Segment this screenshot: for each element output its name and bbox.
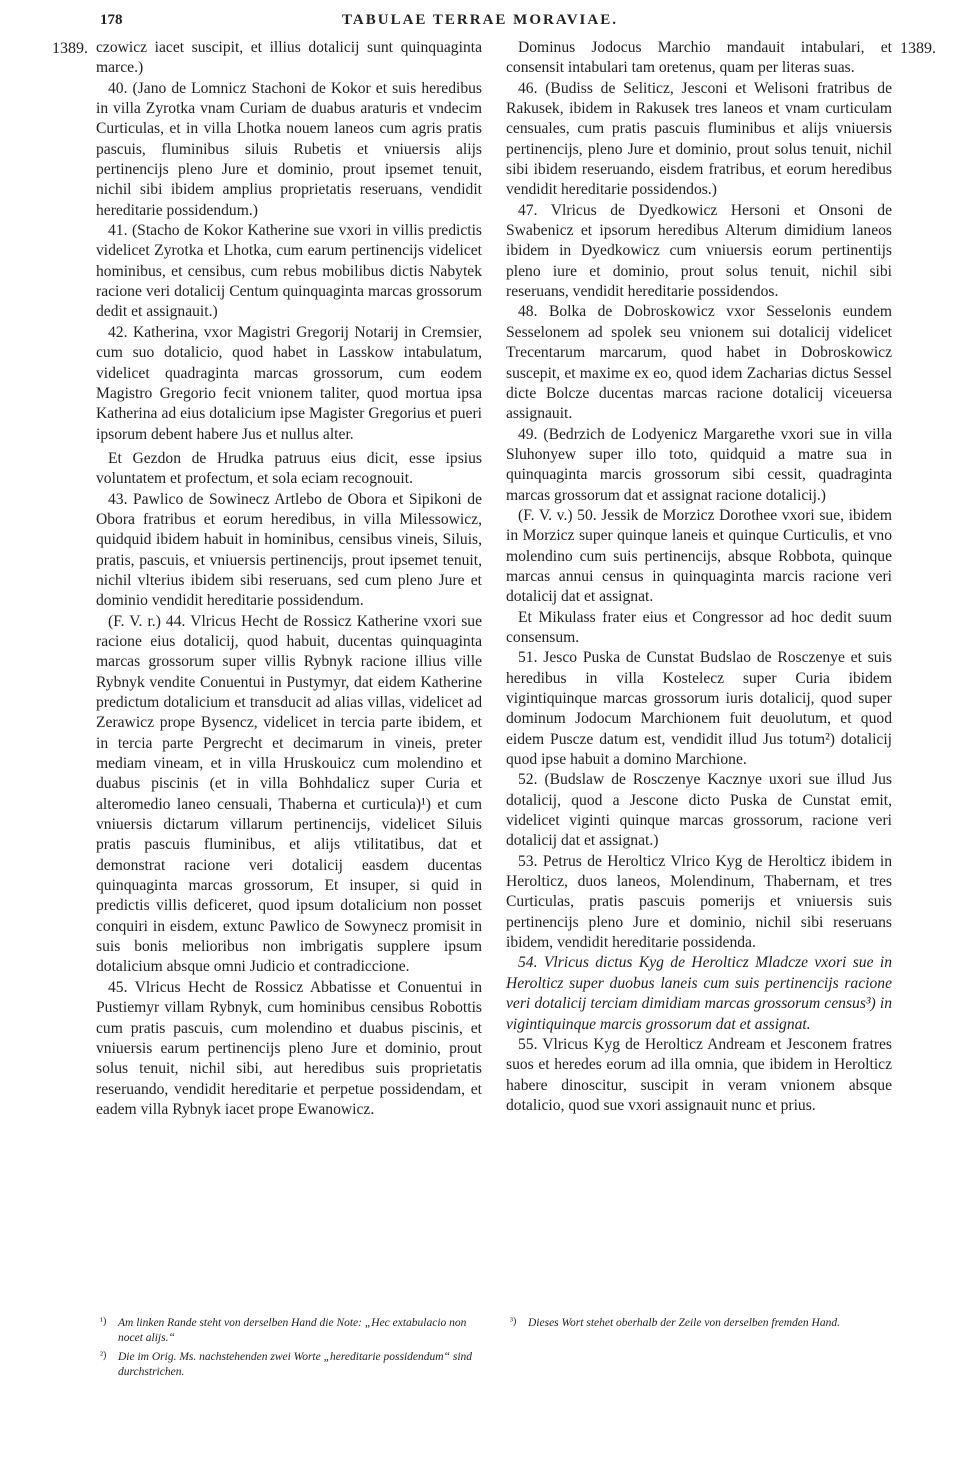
page-title: TABULAE TERRAE MORAVIAE. (342, 12, 618, 28)
margin-year-left: 1389. (52, 40, 88, 57)
footnote-mark: ¹) (100, 1316, 107, 1327)
paragraph: czowicz iacet suscipit, et illius dotalicij sunt quinquaginta marce.) (96, 39, 482, 77)
entry-43: 43. Pawlico de Sowinecz Artlebo de Obora et Sipikoni de Obora fratribus et eorum heredibus, in villa Milessowicz, quidquid ibidem habuit in hominibus, censibus vineis, Siluis, pratis, pascuis, et vniuersis pertinencijs, prout ipsemet tenuit, nichil vlterius ibidem sibi reseruans, sed cum pleno Jure et dominio vendidit hereditarie possidendum. (96, 490, 482, 610)
footnotes-right (506, 1316, 886, 1335)
paragraph: Et Gezdon de Hrudka patruus eius dicit, esse ipsius voluntatem et profectum, et sola eciam recognouit. (96, 449, 482, 488)
entry-42: 42. Katherina, vxor Magistri Gregorij Notarij in Cremsier, cum suo dotalicio, quod habet in Lasskow intabulatum, videlicet quadraginta marcas grossorum, cum eodem Magistro Gregorio fecit vnionem taliter, quod mortua ipsa Katherina ad eius dotalicium ipse Magister Gregorius et pueri ipsorum debent habere Jus et nullus alter. (96, 323, 482, 443)
entry-45: 45. Vlricus Hecht de Rossicz Abbatisse et Conuentui in Pustiemyr villam Rybnyk, cum hominibus censibus Robottis cum pratis pascuis, cum molendino et duabus piscinis, et vniuersis earum pertinencijs pleno Jure et dominio, prout solus tenuit, nichil sibi, aut heredibus suis proprietatis reseruando, vendidit hereditarie et perpetue possidendam, et eadem villa Rybnyk iacet prope Ewanowicz. (96, 978, 482, 1118)
entry-51: 51. Jesco Puska de Cunstat Budslao de Rosczenye et suis heredibus in villa Kostelecz super Curia ibidem vigintiquinque marcas grossorum iuris dotalicij, quod super dominum Jodocum Marchionem fuit deuolutum, et quod eidem Puscze datum est, vendidit illud Jus totum²) dotalicij quod ipse habuit a domino Marchione. (506, 649, 892, 769)
footnote-text: Dieses Wort stehet oberhalb der Zeile von derselben fremden Hand. (528, 1317, 840, 1329)
margin-year-right: 1389. (900, 40, 936, 57)
entry-55: 55. Vlricus Kyg de Herolticz Andream et Jesconem fratres suos et heredes eorum ad illa omnia, que ibidem in Herolticz habere dinoscitur, suscipit in veram vnionem absque dotalicio, quod sue vxori assignauit nunc et prius. (506, 1035, 892, 1114)
entry-44: (F. V. r.) 44. Vlricus Hecht de Rossicz Katherine vxori sue racione eius dotalicij, quod habuit, ducentas quinquaginta marcas grossorum super villis Rybnyk racione illius ville Rybnyk vendite Conuentui in Pustymyr, dat eidem Katherine predictum dotalicium et transducit ad alias villas, videlicet ad Zerawicz prope Bysencz, videlicet in tercia parte ibidem, et in tercia parte Pergrecht et decimarum in vineis, preter mediam vineam, et in villa Hruskouicz cum molendino et duabus piscinis (et in villa Bohhdalicz super Curia et alteromedio laneo censuali, Thaberna et curticula)¹) et cum vniuersis dictarum villarum pertinencijs, videlicet Siluis pratis pascuis fluminibus, et alijs vtilitatibus, dat et demonstrat racione veri dotalicij easdem ducentas quinquaginta marcas grossorum, Et insuper, si quid in predictis villis deficeret, quod ipsum dotalicium non posset conquiri in eisdem, extunc Pawlico de Sowynecz promisit in suis bonis melioribus non imbrigatis supplere ipsum dotalicium absque omni Judicio et contradiccione. (96, 612, 482, 976)
paragraph: Et Mikulass frater eius et Congressor ad hoc dedit suum consensum. (506, 608, 892, 646)
entry-40: 40. (Jano de Lomnicz Stachoni de Kokor et suis heredibus in villa Zyrotka vnam Curiam de duabus araturis et vndecim Curticulas, et in villa Lhotka nouem laneos cum agris pratis pascuis, fluminibus siluis Rubetis et vniuersis alijs pertinencijs pleno Jure et dominio, prout ipsemet tenuit, nichil sibi ibidem amplius proprietatis reseruans, vendidit hereditarie possidendum.) (96, 79, 482, 219)
page-number: 178 (100, 12, 123, 28)
right-text-column (506, 38, 892, 1116)
footnote (506, 1316, 886, 1331)
entry-46: 46. (Budiss de Seliticz, Jesconi et Welisoni fratribus de Rakusek, ibidem in Rakusek tres laneos et vnam curticulam censuales, cum pratis pascuis fluminibus et alijs vniuersis pertinencijs, pleno Jure et dominio, prout solus tenuit, nichil sibi ibidem reseruando, eisdem fratribus, et eorum heredibus vendidit hereditarie possidendos.) (506, 79, 892, 199)
entry-53: 53. Petrus de Herolticz Vlrico Kyg de Herolticz ibidem in Herolticz, duos laneos, Molendinum, Thabernam, et tres Curticulas, pratis pascuis pomerijs et vniuersis suis pertinencijs pleno Jure et dominio, nichil sibi reseruans ibidem, vendidit hereditarie possidenda. (506, 852, 892, 952)
footnote-mark: ³) (510, 1316, 517, 1327)
entry-41: 41. (Stacho de Kokor Katherine sue vxori in villis predictis videlicet Zyrotka et Lhotka, cum earum pertinencijs videlicet hominibus, et censibus, cum rebus mobilibus dictis Nabytek racione veri dotalicij Centum quinquaginta marcas grossorum dedit et assignauit.) (96, 222, 482, 321)
entry-49: 49. (Bedrzich de Lodyenicz Margarethe vxori sue in villa Sluhonyew super illo toto, quidquid a matre sua in quinquaginta marcis grossorum sibi cessit, quadraginta marcas grossorum dat et assignat racione dotalicij.) (506, 425, 892, 504)
entry-54: 54. Vlricus dictus Kyg de Herolticz Mladcze vxori sue in Herolticz super duobus laneis cum suis pertinencijs racione veri dotalicij terciam dimidiam marcas grossorum census³) in vigintiquinque marcis grossorum dat et assignat. (506, 954, 892, 1033)
footnote (96, 1350, 486, 1380)
footnote-text: Die im Orig. Ms. nachstehenden zwei Worte „hereditarie possidendum“ sind durchstrichen. (118, 1351, 473, 1378)
footnote-mark: ²) (100, 1350, 107, 1361)
entry-48: 48. Bolka de Dobroskowicz vxor Sesselonis eundem Sesselonem ad spolek seu vnionem sui dotalicij videlicet Trecentarum marcarum, quod habet in Dobroskowicz suscepit, et maxime ex eo, quod idem Zacharias dictus Sessel dicte Bolcze ducentas marcas racione dotalicij viceuersa assignauit. (506, 303, 892, 423)
entry-50: (F. V. v.) 50. Jessik de Morzicz Dorothee vxori sue, ibidem in Morzicz super quinque laneis et quinque Curticulis, et vno molendino cum suis pertinencijs, absque Robbota, quinque marcas annui census in quinquaginta marcis racione veri dotalicij dat et assignat. (506, 506, 892, 606)
running-header (0, 12, 960, 32)
entry-52: 52. (Budslaw de Rosczenye Kacznye uxori sue illud Jus dotalicij, quod a Jescone dicto Puska de Cunstat emit, videlicet viginti quinque marcas grossorum, racione veri dotalicij dat et assignat.) (506, 771, 892, 850)
entry-47: 47. Vlricus de Dyedkowicz Hersoni et Onsoni de Swabenicz et ipsorum heredibus Alterum dimidium laneos ibidem in Dyedkowicz cum vniuersis eorum pertinentijs pleno iure et dominio, prout solus tenuit, nichil sibi reseruans, vendidit hereditarie possidendos. (506, 201, 892, 301)
footnote-text: Am linken Rande steht von derselben Hand die Note: „Hec extabulacio non nocet alijs.“ (118, 1317, 467, 1344)
footnote (96, 1316, 486, 1346)
left-text-column (96, 38, 482, 1120)
footnotes-left (96, 1316, 486, 1384)
paragraph: Dominus Jodocus Marchio mandauit intabulari, et consensit intabulari tam oretenus, quam per literas suas. (506, 39, 892, 77)
